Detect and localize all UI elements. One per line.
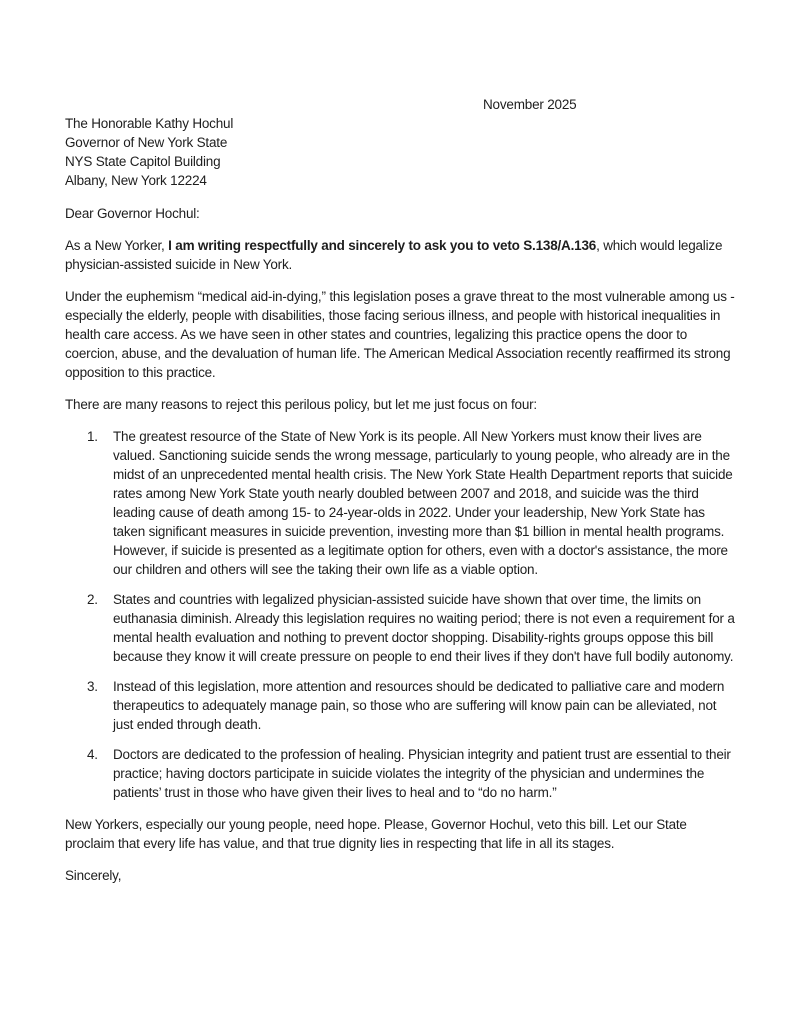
- reason-number-1: 1.: [87, 429, 98, 444]
- reason-text-3: Instead of this legislation, more attention and resources should be dedicated to palliative care and modern therapeutics to adequately manage pain, so those who are suffering will know pain can be alleviated, not just ended through death.: [113, 679, 725, 732]
- recipient-building: NYS State Capitol Building: [65, 154, 221, 169]
- recipient-address: [65, 114, 737, 190]
- reason-text-4: Doctors are dedicated to the profession of healing. Physician integrity and patient trust are essential to their practice; having doctors participate in suicide violates the integrity of the physician and undermines the patients’ trust in those who have given their lives to heal and to “do no harm.”: [113, 747, 731, 800]
- reason-number-3: 3.: [87, 679, 98, 694]
- reason-number-4: 4.: [87, 747, 98, 762]
- recipient-city: Albany, New York 12224: [65, 173, 207, 188]
- reason-item-4: [65, 745, 737, 802]
- recipient-title: Governor of New York State: [65, 135, 228, 150]
- reasons-list: [65, 427, 737, 802]
- salutation: Dear Governor Hochul:: [65, 206, 200, 221]
- reasons-intro: There are many reasons to reject this perilous policy, but let me just focus on four:: [65, 397, 537, 412]
- closing-paragraph: New Yorkers, especially our young people, need hope. Please, Governor Hochul, veto this bill. Let our State proclaim that every life has value, and that true dignity lies in respecting that life in all its stages.: [65, 817, 687, 851]
- paragraph-vulnerable: Under the euphemism “medical aid-in-dying,” this legislation poses a grave threat to the most vulnerable among us - especially the elderly, people with disabilities, those facing serious illness, and people with historical inequalities in health care access. As we have seen in other states and countries, legalizing this practice opens the door to coercion, abuse, and the devaluation of human life. The American Medical Association recently reaffirmed its strong opposition to this practice.: [65, 289, 735, 380]
- reason-text-1: The greatest resource of the State of New York is its people. All New Yorkers must know their lives are valued. Sanctioning suicide sends the wrong message, particularly to young people, who already are in the midst of an unprecedented mental health crisis. The New York State Health Department reports that suicide rates among New York State youth nearly doubled between 2007 and 2018, and suicide was the third leading cause of death among 15- to 24-year-olds in 2022. Under your leadership, New York State has taken significant measures in suicide prevention, investing more than $1 billion in mental health programs. However, if suicide is presented as a legitimate option for others, even with a doctor's assistance, the more our children and others will see the taking their own life as a viable option.: [113, 429, 733, 577]
- opening-pre: As a New Yorker,: [65, 238, 169, 253]
- letter-date: November 2025: [483, 97, 577, 112]
- opening-post: , which would legalize physician-assisted suicide in New York.: [65, 238, 723, 272]
- reason-item-1: [65, 427, 737, 579]
- reason-item-2: [65, 590, 737, 666]
- reason-number-2: 2.: [87, 592, 98, 607]
- reason-item-3: [65, 677, 737, 734]
- opening-paragraph: [65, 236, 737, 274]
- signoff: Sincerely,: [65, 868, 122, 883]
- letter-content: [65, 95, 737, 885]
- reason-text-2: States and countries with legalized physician-assisted suicide have shown that over time, the limits on euthanasia diminish. Already this legislation requires no waiting period; there is not even a requirement for a mental health evaluation and nothing to prevent doctor shopping. Disability-rights groups oppose this bill because they know it will create pressure on people to end their lives if they don't have full bodily autonomy.: [113, 592, 735, 664]
- recipient-name: The Honorable Kathy Hochul: [65, 116, 234, 131]
- veto-request-bold: I am writing respectfully and sincerely to ask you to veto S.138/A.136: [168, 238, 597, 253]
